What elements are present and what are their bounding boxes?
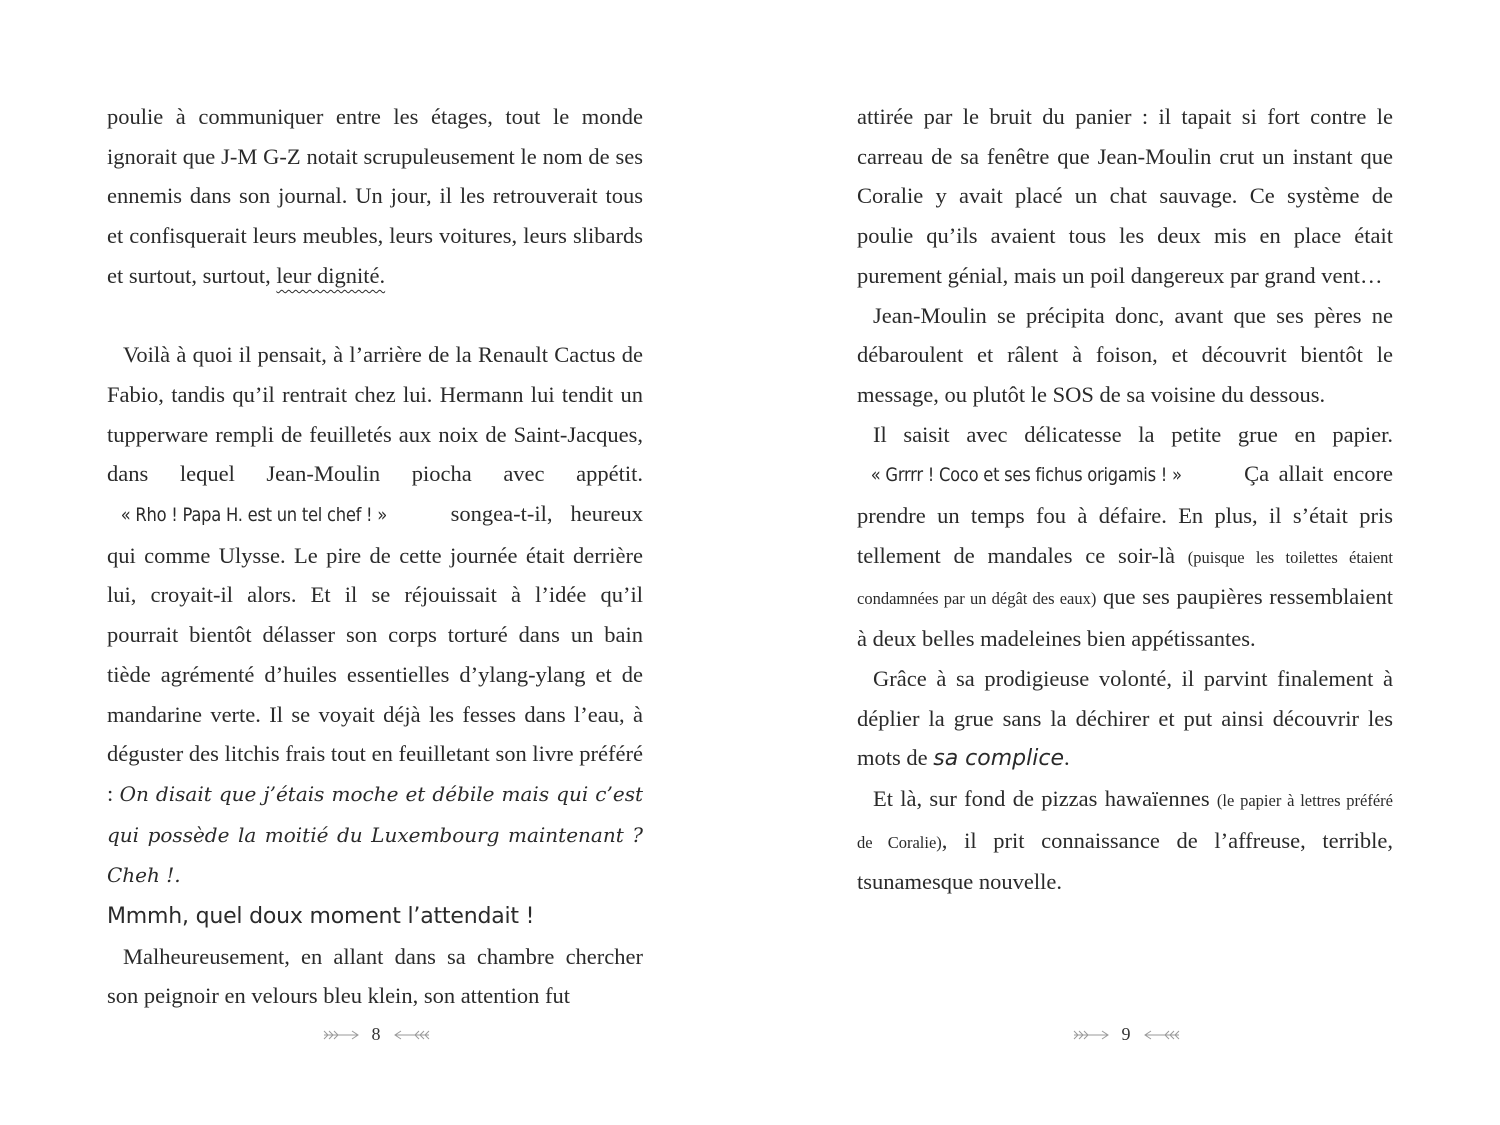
- left-p2-handwritten-quote: « Rho ! Papa H. est un tel chef ! »: [120, 504, 388, 527]
- right-p3-text-c: que ses paupières ressemblaient à deux belles madeleines bien appétissantes.: [857, 584, 1393, 652]
- right-p3-handwritten-quote: « Grrrr ! Coco et ses fichus origamis ! »: [870, 464, 1182, 487]
- left-paragraph-3: Malheureusement, en allant dans sa chambre chercher son peignoir en velours bleu klein, son attention fut: [107, 943, 643, 1009]
- right-p4-script-word: sa complice: [933, 746, 1064, 772]
- right-paragraph-3: [857, 415, 1393, 659]
- right-paragraph-2: Jean-Moulin se précipita donc, avant que ses pères ne débaroulent et râlent à foison, et découvrit bientôt le message, ou plutôt le SOS de sa voisine du dessous.: [857, 302, 1393, 407]
- left-p2-text-a: Voilà à quoi il pensait, à l’arrière de la Renault Cactus de Fabio, tandis qu’il rentrait chez lui. Hermann lui tendit un tupperware rempli de feuilletés aux noix de Saint-Jacques, dans lequel Jean-Moulin piocha avec appétit.: [107, 342, 643, 487]
- arrow-ornament-right-icon: [1141, 1028, 1181, 1042]
- right-p5-text-b: , il prit connaissance de l’affreuse, terrible, tsunamesque nouvelle.: [857, 827, 1393, 895]
- right-p3-text-a: Il saisit avec délicatesse la petite grue en papier.: [873, 421, 1393, 447]
- left-p2-text-b: songea-t-il, heureux qui comme Ulysse. Le pire de cette journée était derrière lui, croyait-il alors. Et il se réjouissait à l’idée qu’il pourrait bientôt délasser son corps torturé dans un bain tiède agrémenté d’huiles essentielles d’ylang-ylang et de mandarine verte. Il se voyait déjà les fesses dans l’eau, à déguster des litchis frais tout en feuilletant son livre préféré :: [107, 501, 643, 806]
- right-p3-aside: (puisque les toilettes étaient condamnées par un dégât des eaux): [857, 547, 1393, 609]
- page-number-right: [1026, 1024, 1226, 1045]
- right-paragraph-1: attirée par le bruit du panier : il tapait si fort contre le carreau de sa fenêtre que Jean-Moulin crut un instant que Coralie y avait placé un chat sauvage. Ce système de poulie qu’ils avaient tous les deux mis en place était purement génial, mais un poil dangereux par grand vent…: [857, 104, 1393, 288]
- right-paragraph-4: [857, 659, 1393, 779]
- page-number-8: 8: [371, 1024, 381, 1044]
- left-paragraph-1: [107, 97, 643, 296]
- arrow-ornament-left-icon: [322, 1028, 362, 1042]
- right-page: [857, 97, 1393, 902]
- arrow-ornament-right-icon: [391, 1028, 431, 1042]
- right-p5-aside: (le papier à lettres préféré de Coralie): [857, 790, 1393, 852]
- right-paragraph-5: [857, 779, 1393, 902]
- left-p1-underlined: leur dignité.: [276, 262, 386, 288]
- page-number-left: [276, 1024, 476, 1045]
- left-p2-book-title: On disait que j’étais moche et débile mais qui c’est qui possède la moitié du Luxembourg maintenant ? Cheh !.: [107, 781, 643, 888]
- right-p4-text-a: Grâce à sa prodigieuse volonté, il parvint finalement à déplier la grue sans la déchirer et put ainsi découvrir les mots de: [857, 665, 1393, 771]
- left-p2-handwritten-thought: Mmmh, quel doux moment l’attendait !: [107, 904, 535, 930]
- page-number-9: 9: [1121, 1024, 1131, 1044]
- arrow-ornament-left-icon: [1072, 1028, 1112, 1042]
- right-p4-text-b: .: [1064, 745, 1070, 771]
- left-p1-text: poulie à communiquer entre les étages, tout le monde ignorait que J-M G-Z notait scrupuleusement le nom de ses ennemis dans son journal. Un jour, il les retrouverait tous et confisquerait leurs meubles, leurs voitures, leurs slibards et surtout, surtout,: [107, 104, 643, 288]
- left-paragraph-2: [107, 335, 643, 937]
- right-p3-text-b: Ça allait encore prendre un temps fou à défaire. En plus, il s’était pris tellement de mandales ce soir-là: [857, 461, 1393, 568]
- left-page: [107, 97, 643, 1016]
- right-p5-text-a: Et là, sur fond de pizzas hawaïennes: [873, 785, 1217, 811]
